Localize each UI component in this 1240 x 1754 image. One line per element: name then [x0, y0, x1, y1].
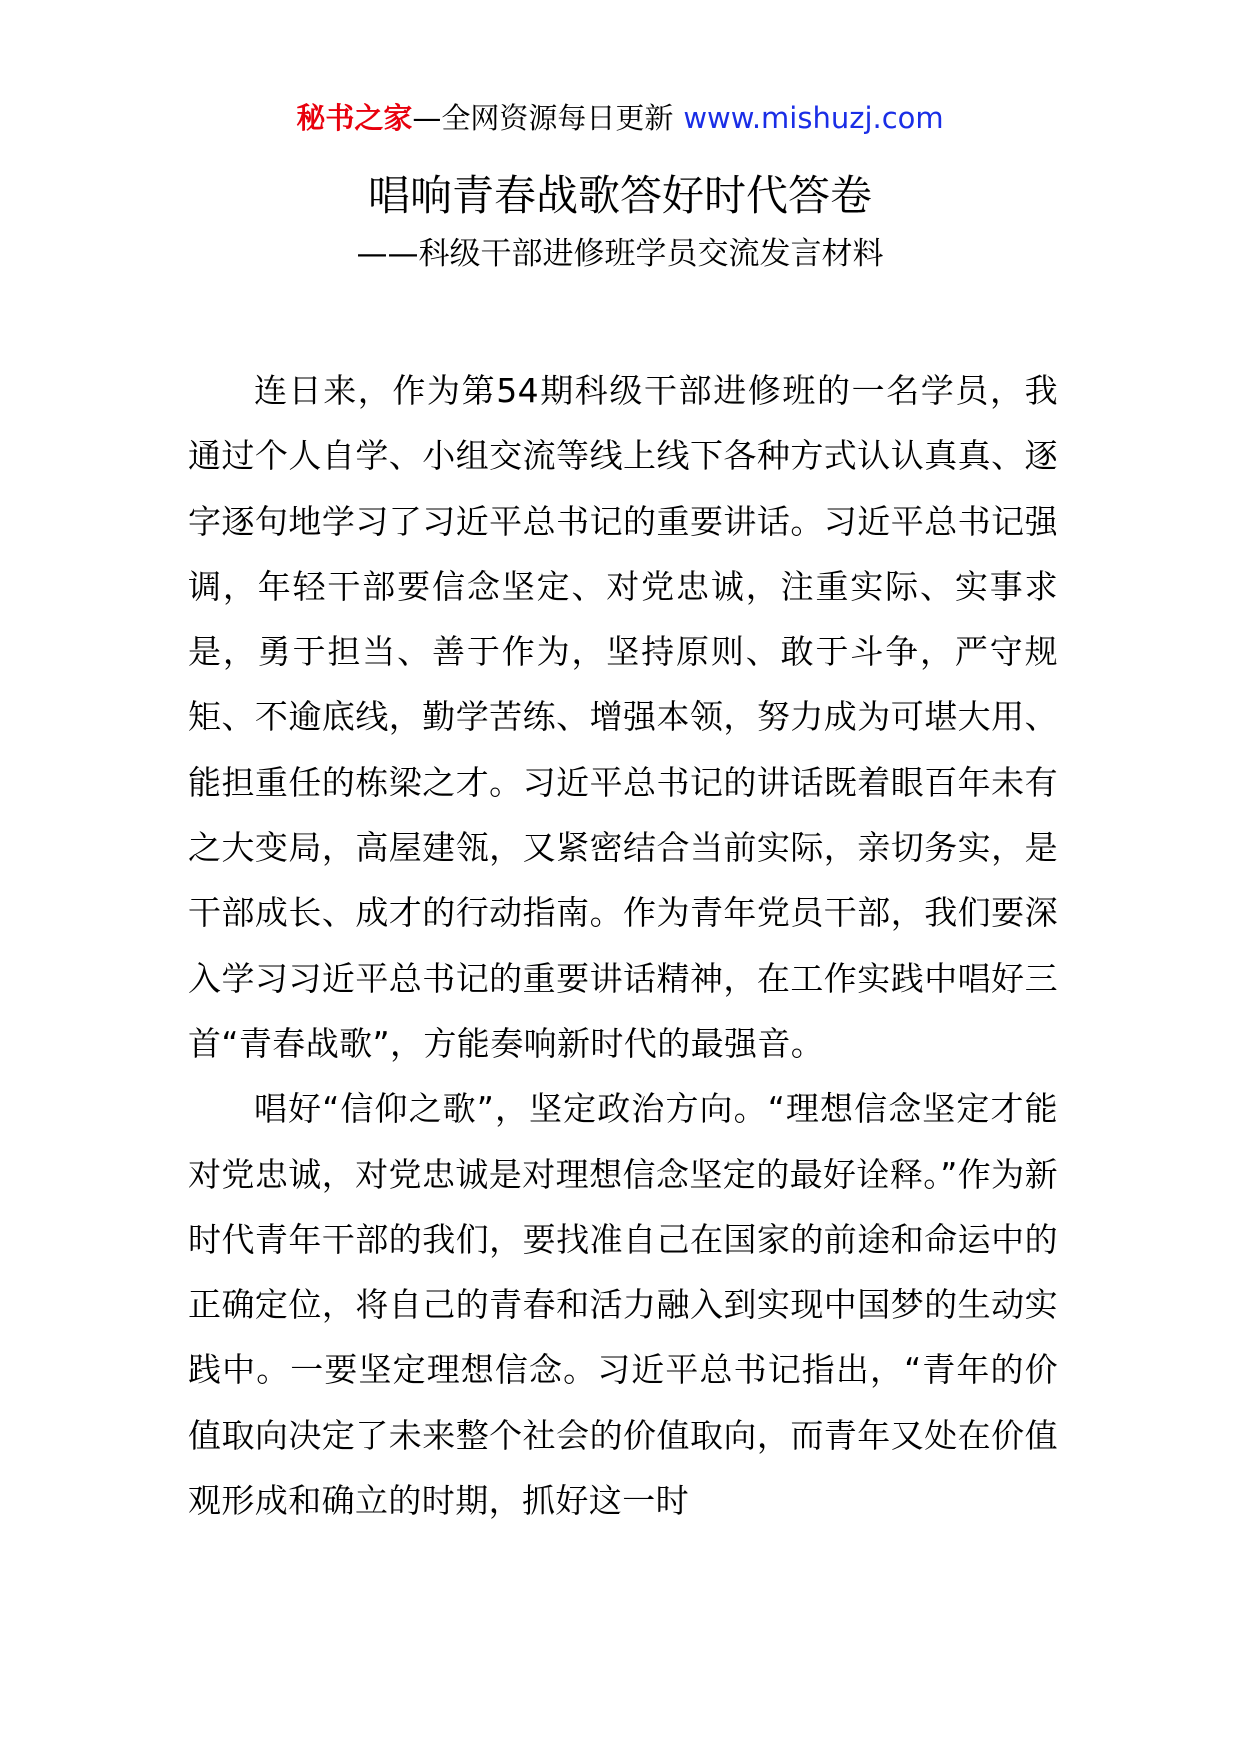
site-tagline: —全网资源每日更新 [412, 101, 674, 135]
site-header [0, 98, 1240, 138]
document-body [188, 358, 1058, 1533]
site-brand: 秘书之家 [296, 101, 413, 135]
paragraph-2: 唱好“信仰之歌”，坚定政治方向。“理想信念坚定才能对党忠诚，对党忠诚是对理想信念坚定的最好诠释。”作为新时代青年干部的我们，要找准自己在国家的前途和命运中的正确定位，将自己的青春和活力融入到实现中国梦的生动实践中。一要坚定理想信念。习近平总书记指出，“青年的价值取向决定了未来整个社会的价值取向，而青年又处在价值观形成和确立的时期，抓好这一时 [188, 1089, 1058, 1521]
document-subtitle: ——科级干部进修班学员交流发言材料 [356, 236, 884, 272]
paragraph-1: 连日来，作为第54期科级干部进修班的一名学员，我通过个人自学、小组交流等线上线下各种方式认认真真、逐字逐句地学习了习近平总书记的重要讲话。习近平总书记强调，年轻干部要信念坚定、对党忠诚，注重实际、实事求是，勇于担当、善于作为，坚持原则、敢于斗争，严守规矩、不逾底线，勤学苦练、增强本领，努力成为可堪大用、能担重任的栋梁之才。习近平总书记的讲话既着眼百年未有之大变局，高屋建瓴，又紧密结合当前实际，亲切务实，是干部成长、成才的行动指南。作为青年党员干部，我们要深入学习习近平总书记的重要讲话精神，在工作实践中唱好三首“青春战歌”，方能奏响新时代的最强音。 [188, 371, 1058, 1063]
site-url-link[interactable]: www.mishuzj.com [683, 101, 944, 135]
document-title: 唱响青春战歌答好时代答卷 [367, 171, 872, 220]
